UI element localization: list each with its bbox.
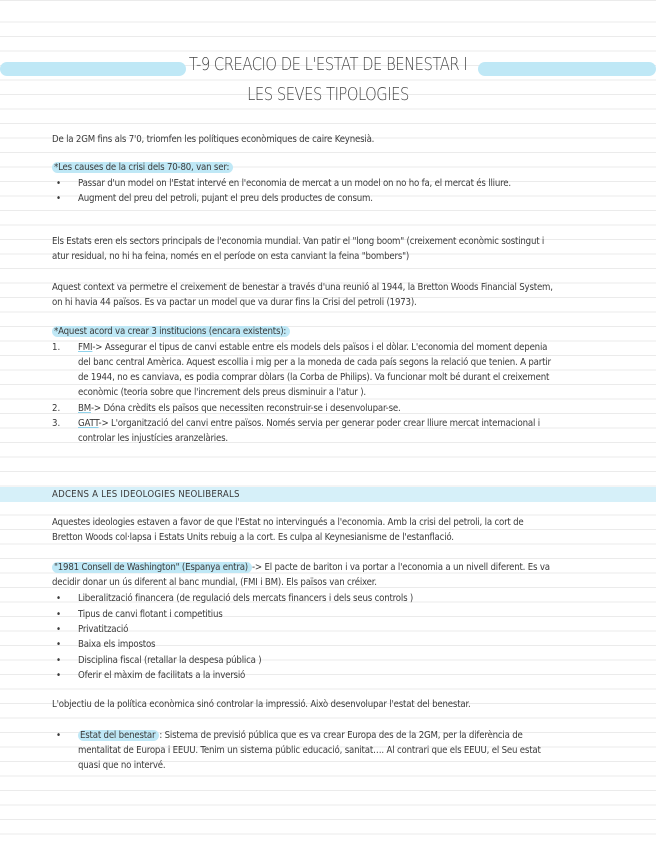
consell-text-1: -> El pacte de bariton i va portar a l'economia a un nivell diferent. Es va — [251, 562, 550, 573]
bullet-icon: • — [56, 639, 62, 650]
bullet-icon: • — [56, 593, 62, 604]
consell-line-2: decidir donar un ús diferent al banc mundial, (FMI i BM). Els països van créixer. — [52, 577, 377, 588]
institution-gatt-text-1: -> L'organització del canvi entre països. Només servia per generar poder crear lliure mercat internacional i — [98, 418, 540, 429]
institution-fmi-line-1 — [78, 340, 612, 355]
bullet-icon: • — [56, 655, 62, 666]
institution-fmi-text-1: -> Assegurar el tipus de canvi estable entre els models dels països i el dòlar. L'economia del moment depenia — [92, 342, 548, 353]
benestar-line-2: mentalitat de Europa i EEUU. Tenim un sistema públic educació, sanitat…. Al contrari que els EEUU, el Seu estat — [78, 745, 541, 756]
list-number: 2. — [52, 403, 61, 414]
benestar-highlight: Estat del benestar — [78, 730, 159, 741]
bullet-icon: • — [56, 670, 62, 681]
benestar-line-1 — [78, 728, 612, 743]
institution-gatt-line-1 — [78, 416, 612, 431]
bullet-icon: • — [56, 609, 62, 620]
institution-bm-name: BM — [78, 403, 91, 414]
institution-gatt-name: GATT — [78, 418, 99, 429]
institution-gatt-line-2: controlar les injustícies aranzelàries. — [78, 433, 228, 444]
causes-heading-row — [52, 160, 612, 175]
page-title-line-2: LES SEVES TIPOLOGIES — [247, 84, 409, 105]
institutions-heading: *Aquest acord va crear 3 institucions (encara existents): — [52, 326, 290, 337]
consell-line-1 — [52, 560, 612, 575]
measure-item: Liberalització financera (de regulació dels mercats financers i dels seus controls ) — [78, 593, 414, 604]
para-context-line-2: on hi havia 44 països. Es va pactar un model que va durar fins la Crisi del petroli (1973). — [52, 297, 417, 308]
institution-fmi-line-3: de 1944, no es canviava, es podia comprar dòlars (la Corba de Philips). Va funcionar molt bé durant el creixement — [78, 372, 550, 383]
bullet-icon: • — [56, 624, 62, 635]
bullet-icon: • — [56, 730, 62, 741]
para-context-line-1: Aquest context va permetre el creixement de benestar a través d'una reunió al 1944, la Bretton Woods Financial System, — [52, 282, 553, 293]
measure-item: Disciplina fiscal (retallar la despesa pública ) — [78, 655, 262, 666]
institution-fmi-line-4: econòmic (teoria sobre que l'increment dels preus disminuir a l'atur ). — [78, 387, 366, 398]
benestar-line-3: quasi que no intervé. — [78, 760, 166, 771]
measure-item: Tipus de canvi flotant i competitius — [78, 609, 223, 620]
list-number: 1. — [52, 342, 61, 353]
list-number: 3. — [52, 418, 61, 429]
causes-item-1: Passar d'un model on l'Estat intervé en l'economia de mercat a un model on no ho fa, el mercat és lliure. — [78, 178, 511, 189]
consell-highlight: "1981 Consell de Washington" (Espanya entra) — [52, 562, 252, 573]
institution-bm-text-1: -> Dóna crèdits els països que necessiten reconstruir-se i desenvolupar-se. — [90, 403, 401, 414]
institution-fmi-name: FMI — [78, 342, 93, 353]
institution-bm-line-1 — [78, 401, 612, 416]
causes-item-2: Augment del preu del petroli, pujant el preu dels productes de consum. — [78, 193, 373, 204]
bullet-icon: • — [56, 193, 62, 204]
causes-heading: *Les causes de la crisi dels 70-80, van ser: — [52, 162, 233, 173]
section2-para-line-1: Aquestes ideologies estaven a favor de que l'Estat no intervingués a l'economia. Amb la crisi del petroli, la cort de — [52, 517, 524, 528]
benestar-text-1: : Sistema de previsió pública que es va crear Europa des de la 2GM, per la diferència de — [159, 730, 523, 741]
measure-item: Oferir el màxim de facilitats a la inversió — [78, 670, 246, 681]
bullet-icon: • — [56, 178, 62, 189]
intro-text: De la 2GM fins als 7'0, triomfen les polítiques econòmiques de caire Keynesià. — [52, 134, 375, 145]
measure-item: Baixa els impostos — [78, 639, 156, 650]
section-heading-neoliberals: ADCENS A LES IDEOLOGIES NEOLIBERALS — [52, 489, 240, 500]
measure-item: Privatització — [78, 624, 129, 635]
objectiu-text: L'objectiu de la política econòmica sinó controlar la impressió. Això desenvolupar l'estat del benestar. — [52, 699, 471, 710]
section2-para-line-2: Bretton Woods col·lapsa i Estats Units rebuig a la cort. Es culpa al Keynesianisme de l'estanflació. — [52, 532, 454, 543]
para-estats-line-2: atur residual, no hi ha feina, només en el període on esta canviant la feina "bombers") — [52, 251, 410, 262]
institutions-heading-row — [52, 324, 612, 339]
para-estats-line-1: Els Estats eren els sectors principals de l'economia mundial. Van patir el "long boom" (creixement econòmic sostingut i — [52, 236, 545, 247]
page-title-line-1: T-9 CREACIO DE L'ESTAT DE BENESTAR I — [188, 54, 468, 75]
institution-fmi-line-2: del banc central Amèrica. Aquest escollia i mig per a la moneda de cada país segons la relació que tenien. A partir — [78, 357, 551, 368]
